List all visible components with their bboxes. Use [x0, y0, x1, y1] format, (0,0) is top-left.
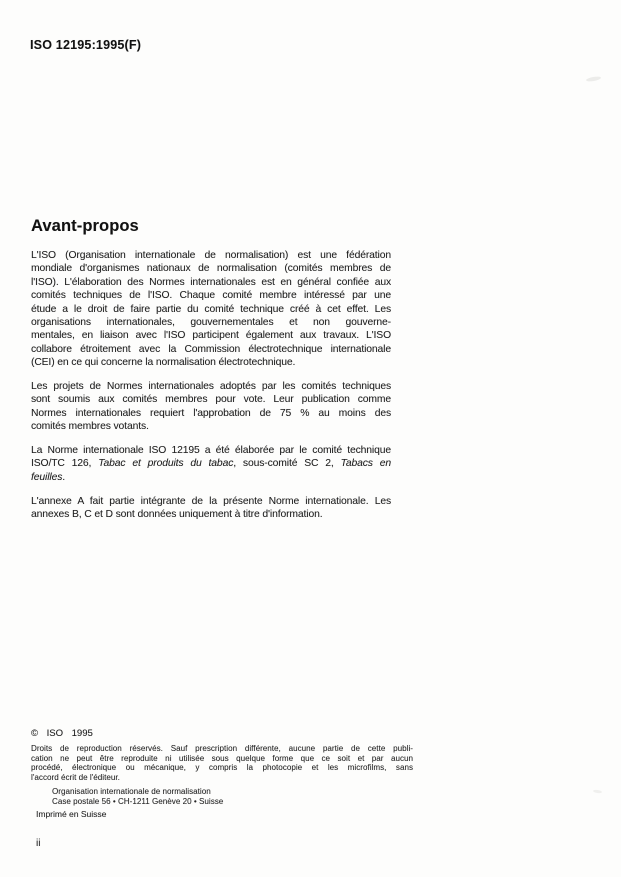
text-line: Les projets de Normes internationales adoptés par les comités techniques [31, 381, 391, 393]
text-line: Organisation internationale de normalisation [52, 786, 211, 796]
text-line: étude a le droit de faire partie du comité technique créé à cet effet. Les [31, 303, 391, 315]
text-line: procédé, électronique ou mécanique, y compris la photocopie et les microfilms, sans [31, 763, 413, 773]
scan-smudge-mark [593, 789, 602, 793]
text-line: L'ISO (Organisation internationale de normalisation) est une fédération [31, 250, 391, 261]
text-line: collabore étroitement avec la Commission électrotechnique internationale [31, 343, 391, 355]
rights-notice [31, 744, 413, 783]
section-title: Avant-propos [31, 217, 139, 235]
text-line: l'accord écrit de l'éditeur. [31, 773, 120, 783]
foreword-section [31, 217, 391, 532]
text-line: (CEI) en ce qui concerne la normalisation électrotechnique. [31, 357, 296, 369]
text-line: l'ISO). L'élaboration des Normes internationales est en général confiée aux [31, 276, 391, 288]
text-line: L'annexe A fait partie intégrante de la présente Norme internationale. Les [31, 495, 391, 507]
text-line: Droits de reproduction réservés. Sauf prescription différente, aucune partie de cette publi- [31, 744, 413, 753]
text-line: La Norme internationale ISO 12195 a été élaborée par le comité technique [31, 445, 391, 457]
text-line: comités membres votants. [31, 421, 149, 433]
document-reference: ISO 12195:1995(F) [30, 38, 142, 52]
imprint-block [31, 728, 413, 819]
text-line: sont soumis aux comités membres pour vote. Leur publication comme [31, 394, 391, 406]
text-line: annexes B, C et D sont données uniquement à titre d'information. [31, 509, 323, 521]
text-line: comités techniques de l'ISO. Chaque comité membre intéressé par une [31, 290, 391, 302]
text-line: organisations internationales, gouvernementales et non gouverne- [31, 316, 391, 328]
text-line: feuilles. [31, 471, 66, 483]
copyright-line: © ISO 1995 [31, 728, 93, 739]
paragraph [31, 380, 391, 434]
text-line: ISO/TC 126, Tabac et produits du tabac, sous-comité SC 2, Tabacs en [31, 458, 391, 470]
publisher-address [52, 787, 413, 807]
text-line: mentales, en liaison avec l'ISO participent également aux travaux. L'ISO [31, 330, 391, 342]
text-line: mondiale d'organismes nationaux de normalisation (comités membres de [31, 263, 391, 275]
text-line: Case postale 56 • CH-1211 Genève 20 • Suisse [52, 796, 224, 806]
scan-smudge-mark [586, 76, 601, 83]
paragraph [31, 249, 391, 370]
paragraph [31, 495, 391, 522]
page-number: ii [36, 838, 41, 849]
foreword-paragraphs [31, 249, 391, 522]
text-line: cation ne peut être reproduite ni utilisée sous quelque forme que ce soit et par aucun [31, 753, 413, 763]
text-line: Normes internationales requiert l'approbation de 75 % au moins des [31, 407, 391, 419]
paragraph [31, 444, 391, 484]
printed-in-line: Imprimé en Suisse [36, 809, 107, 820]
